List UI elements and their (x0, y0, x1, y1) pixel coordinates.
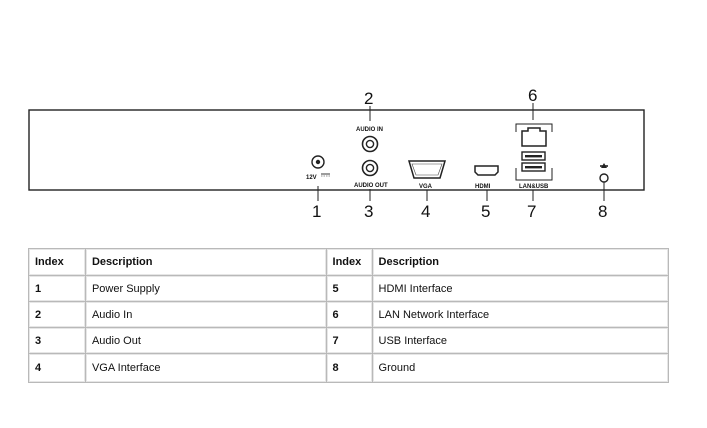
usb-port-icon (522, 152, 545, 171)
table-row (29, 302, 669, 328)
dc-symbol-icon (321, 174, 330, 176)
table-row (29, 328, 669, 354)
ground-symbol-icon (600, 163, 608, 168)
callout-1: 1 (312, 202, 322, 221)
port-label-power: 12V (306, 175, 317, 181)
header-index: Index (326, 249, 372, 276)
hdmi-port-icon (475, 166, 498, 175)
cell-index: 5 (326, 276, 372, 302)
rj45-port-icon (522, 128, 546, 146)
callout-6: 6 (528, 86, 538, 105)
table-row (29, 354, 669, 383)
cell-description: VGA Interface (85, 354, 326, 383)
cell-description: HDMI Interface (372, 276, 668, 302)
interface-table (28, 248, 669, 383)
table-header-row (29, 249, 669, 276)
cell-index: 3 (29, 328, 86, 354)
port-label-audio-out: AUDIO OUT (354, 183, 388, 189)
header-index: Index (29, 249, 86, 276)
cell-description: Power Supply (85, 276, 326, 302)
cell-index: 4 (29, 354, 86, 383)
port-label-lan-usb: LAN&USB (519, 184, 549, 190)
ground-terminal-icon (600, 174, 608, 182)
callout-4: 4 (421, 202, 431, 221)
header-description: Description (372, 249, 668, 276)
callout-8: 8 (598, 202, 608, 221)
callout-3: 3 (364, 202, 374, 221)
cell-index: 1 (29, 276, 86, 302)
cell-index: 8 (326, 354, 372, 383)
vga-port-icon (409, 161, 445, 178)
cell-index: 7 (326, 328, 372, 354)
audio-out-jack-icon (363, 161, 378, 176)
cell-description: Audio Out (85, 328, 326, 354)
table-row (29, 276, 669, 302)
cell-index: 2 (29, 302, 86, 328)
cell-description: USB Interface (372, 328, 668, 354)
cell-index: 6 (326, 302, 372, 328)
port-label-audio-in: AUDIO IN (356, 127, 383, 133)
callout-2: 2 (364, 89, 374, 108)
header-description: Description (85, 249, 326, 276)
cell-description: Ground (372, 354, 668, 383)
audio-in-jack-icon (363, 137, 378, 152)
port-label-hdmi: HDMI (475, 184, 491, 190)
cell-description: LAN Network Interface (372, 302, 668, 328)
callout-7: 7 (527, 202, 537, 221)
callout-5: 5 (481, 202, 491, 221)
cell-description: Audio In (85, 302, 326, 328)
port-label-vga: VGA (419, 184, 433, 190)
power-jack-icon (312, 156, 324, 168)
